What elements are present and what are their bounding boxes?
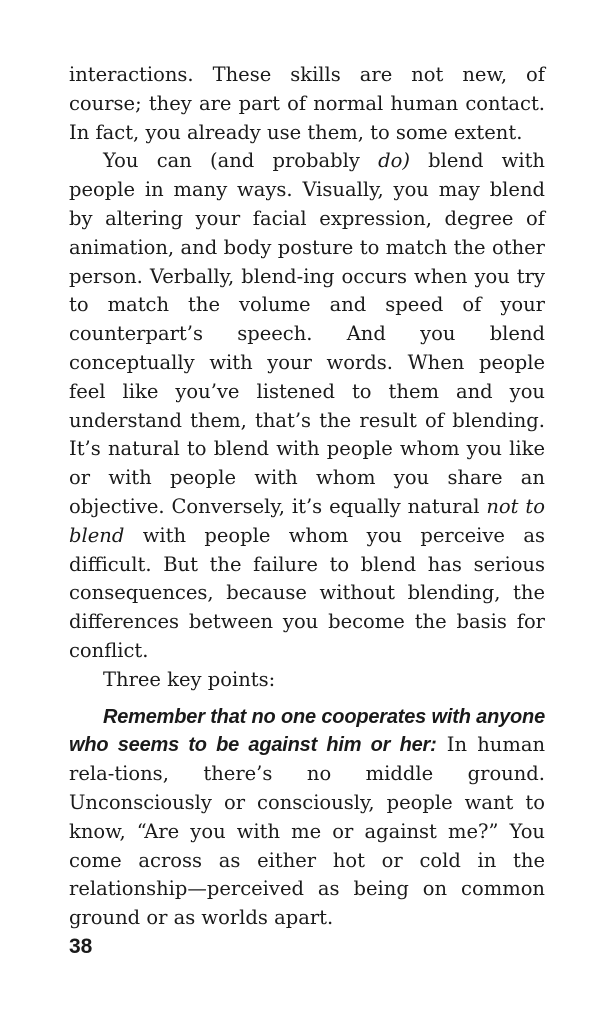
paragraph-1-text: interactions. These skills are not new, of course; they are part of normal human contact. In fact, you already use them, to some extent. — [69, 63, 545, 144]
paragraph-1 — [69, 61, 545, 147]
paragraph-3 — [69, 666, 545, 695]
emphasis-do: do) — [378, 149, 410, 173]
body-text — [69, 61, 545, 933]
paragraph-2-text-end: with people whom you perceive as difficult. But the failure to blend has serious consequences, because without blending, the differences between you become the basis for conflict. — [69, 523, 545, 662]
paragraph-2-text-start: You can (and probably — [103, 149, 379, 173]
paragraph-4 — [69, 703, 545, 933]
page-number: 38 — [69, 935, 93, 958]
paragraph-4-text: In human rela-tions, there’s no middle ground. Unconsciously or consciously, people want to know, “Are you with me or against me?” You come across as either hot or cold in the relationship—perceived as being on common ground or as worlds apart. — [69, 733, 546, 930]
paragraph-2-text-middle: blend with people in many ways. Visually, you may blend by altering your facial expression, degree of animation, and body posture to match the other person. Verbally, blend-ing occurs when you try to match the volume and speed of your counterpart’s speech. And you blend conceptually with your words. When people feel like you’ve listened to them and you understand them, that’s the result of blending. It’s natural to blend with people whom you like or with people with whom you share an objective. Conversely, it’s equally natural — [69, 149, 545, 518]
paragraph-2 — [69, 147, 545, 665]
paragraph-3-text: Three key points: — [103, 667, 276, 691]
run-in-heading: Remember that no one cooperates with anyone who seems to be against him or her: — [69, 705, 545, 757]
emphasis-not-to-blend: not to blend — [69, 494, 545, 547]
